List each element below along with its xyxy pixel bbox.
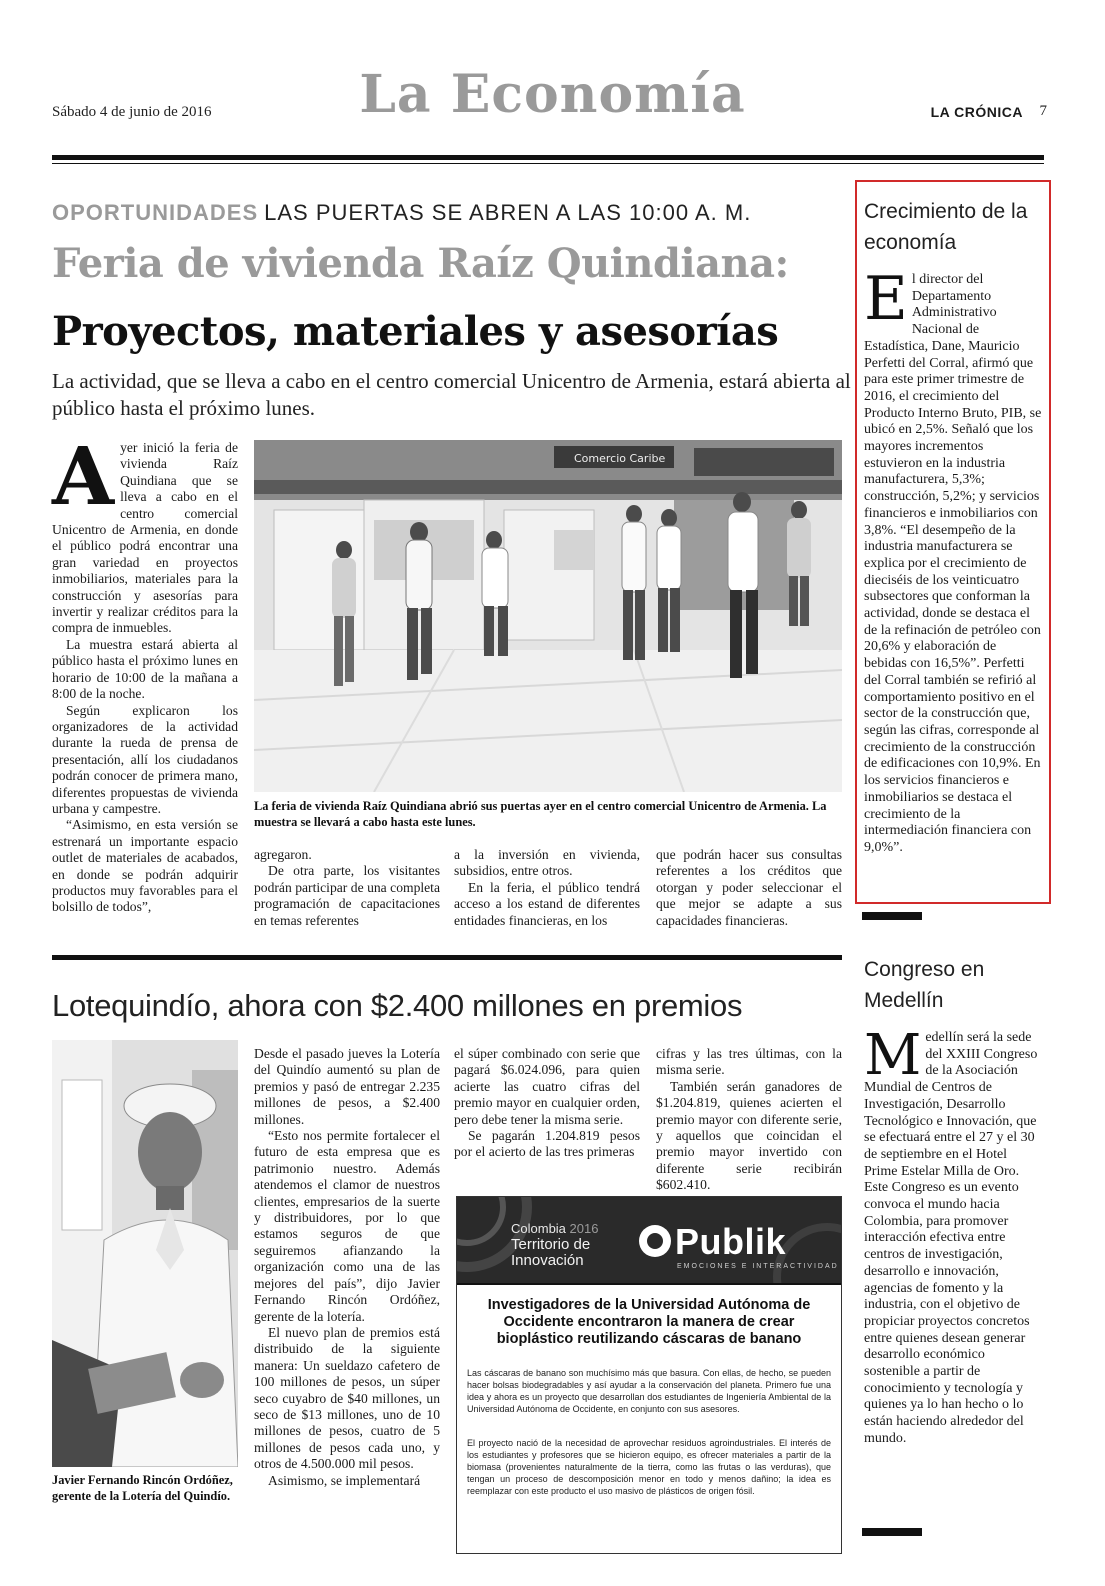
lottery-column-2: [454, 1046, 640, 1161]
story-column-3: [454, 847, 640, 929]
drop-cap: A: [52, 429, 115, 523]
drop-cap: M: [864, 1023, 922, 1088]
store-sign: Comercio Caribe: [574, 452, 666, 465]
paragraph: “Asimismo, en esta versión se estrenará un importante espacio outlet de materiales de acabados, en donde se podrán adquirir productos muy favorables para el bolsillo de todos”,: [52, 817, 238, 915]
issue-date: Sábado 4 de junio de 2016: [52, 104, 212, 120]
paragraph: a la inversión en vivienda, subsidios, entre otros.: [454, 847, 640, 879]
story-column-2: [254, 847, 440, 929]
paragraph: La muestra estará abierta al público hasta el próximo lunes en horario de 10:00 de la mañana a 8:00 de la noche.: [52, 636, 238, 702]
drop-cap: E: [864, 264, 908, 334]
paragraph: cifras y las tres últimas, con la misma serie.: [656, 1046, 842, 1078]
paragraph: yer inició la feria de vivienda Raíz Quindiana que se lleva a cabo en el centro comercial Unicentro de Armenia, en donde el público podrá encontrar una gran variedad en proyectos inmobiliarios, materiales para la construcción y asesorías para invertir y realizar créditos para la compra de inmuebles.: [52, 440, 238, 636]
sidebar-text-economy: [864, 264, 1042, 857]
paragraph: Según explicaron los organizadores de la actividad durante la rueda de prensa de presentación, allí los ciudadanos podrán conocer de primera mano, diferentes propuestas de vivienda urbana y campestre.: [52, 702, 238, 816]
sidebar-rule: [862, 912, 922, 920]
lottery-column-1: [254, 1046, 440, 1489]
paragraph: También serán ganadores de $1.204.819, quienes acierten el premio mayor con diferente serie, y aquellos que coincidan el premio mayor invertido con diferente serie recibirán $602.410.: [656, 1078, 842, 1193]
sidebar-rule: [862, 1528, 922, 1536]
publik-logo: Publik: [675, 1221, 787, 1262]
lottery-column-3: [656, 1046, 842, 1194]
portrait-caption: Javier Fernando Rincón Ordóñez, gerente de la Lotería del Quindío.: [52, 1473, 233, 1503]
paragraph: El nuevo plan de premios está distribuido de la siguiente manera: Un sueldazo cafetero de 100 millones de pesos, un súper seco cuyabro de $40 millones, un seco de $13 millones, uno de 10 millones de pesos, cuatro de 5 millones de pesos cada uno, y otros de 4.500.000 mil pesos.: [254, 1324, 440, 1472]
housing-fair-photo: [254, 440, 842, 792]
story-deck: La actividad, que se lleva a cabo en el centro comercial Unicentro de Armenia, estará abierta al público hasta el próximo lunes.: [52, 369, 851, 420]
story-column-4: [656, 847, 842, 929]
ad-campaign-line-3: Innovación: [511, 1252, 584, 1269]
manager-portrait-photo: [52, 1040, 238, 1467]
paragraph: De otra parte, los visitantes podrán participar de una completa programación de capacitaciones en temas referentes: [254, 863, 440, 928]
kicker-label: OPORTUNIDADES: [52, 200, 259, 225]
newspaper-name: LA CRÓNICA: [930, 104, 1023, 120]
publik-tagline: EMOCIONES E INTERACTIVIDAD: [677, 1263, 839, 1270]
story-column-1: [52, 429, 238, 916]
photo-caption: La feria de vivienda Raíz Quindiana abrió sus puertas ayer en el centro comercial Unicentro de Armenia. La muestra se llevará a cabo hasta este lunes.: [254, 799, 827, 829]
headline-line-1: Feria de vivienda Raíz Quindiana:: [52, 240, 789, 287]
sidebar-text-congress: [864, 1023, 1042, 1448]
ad-campaign-line-2: Territorio de: [511, 1236, 591, 1253]
paragraph: Asimismo, se implementará: [268, 1472, 421, 1488]
paragraph: Desde el pasado jueves la Lotería del Quindío aumentó su plan de premios y pasó de entregar 2.235 millones de pesos, a $2.400 millones.: [254, 1046, 440, 1127]
story-kicker: [52, 200, 751, 226]
kicker-text: LAS PUERTAS SE ABREN A LAS 10:00 A. M.: [264, 200, 752, 225]
paragraph: agregaron.: [254, 847, 312, 862]
paragraph: el súper combinado con serie que pagará $6.024.096, para quien acierte las cuatro cifras del premio mayor en cualquier orden, pero debe tener la misma serie.: [454, 1046, 640, 1127]
paragraph: l director del Departamento Administrativo Nacional de Estadística, Dane, Mauricio Perfetti del Corral, afirmó que para este primer trimestre de 2016, el crecimiento del Producto Interno Bruto, PIB, se ubicó en 2,5%. Señaló que los mayores incrementos estuvieron en la industria manufacturera, 5,3%; construcción, 5,2%; y servicios financieros e inmobiliarios con 3,8%. “El desempeño de la industria manufacturera se explica por el crecimiento de dieciséis de los veinticuatro subsectores que conforman la actividad, donde se destaca el de la refinación de petróleo con 20,6% y elaboración de bebidas con 16,5%”. Perfetti del Corral también se refirió al comportamiento positivo en el sector de la construcción que, según las cifras, corresponde al crecimiento de la construcción de edificaciones con 10,9%. En los servicios financieros e inmobiliarios se destaca el crecimiento de la intermediación financiera con 9,0%”.: [864, 272, 1042, 855]
paragraph: que podrán hacer sus consultas referentes a los créditos que otorgan y poder seleccionar el que mejor se adapte a sus capacidades financieras.: [656, 847, 842, 928]
ad-paragraph: El proyecto nació de la necesidad de aprovechar residuos agroindustriales. El interés de los estudiantes y profesores que se hicieron equipo, es ofrecer materiales a partir de la biomasa (provenientes naturalmente de la tierra, como las frutas o las verduras), que tengan un proceso de descomposición menor en todo y menos dañino; la idea es reemplazar con este producto el uso masivo de plásticos de origen fósil.: [467, 1438, 831, 1496]
headline-line-2: Proyectos, materiales y asesorías: [52, 308, 779, 355]
paragraph: edellín será la sede del XXIII Congreso de la Asociación Mundial de Centros de Investigación, Desarrollo Tecnológico e Innovación, que se efectuará entre el 27 y el 30 de septiembre en el Hotel Prime Estelar Milla de Oro. Este Congreso es un evento convoca el mundo hacia Colombia, para promover interacción efectiva entre centros de investigación, desarrollo e innovación, agencias de fomento y la industria, con el objetivo de propiciar proyectos concretos entre quienes desean generar desarrollo económico sostenible a partir de conocimiento y tecnología y quienes ya lo han hecho o lo están haciendo alrededor del mundo.: [864, 1030, 1038, 1446]
paragraph: “Esto nos permite fortalecer el futuro de esta empresa que es patrimonio nuestro. Además atendemos el clamor de nuestros clientes, empresarios de la suerte y distribuidores, por lo que estamos seguros de que seguiremos afianzando la organización como una de las mejores del país”, dijo Javier Fernando Rincón Ordóñez, gerente de la lotería.: [254, 1128, 440, 1324]
section-title: La Economía: [359, 64, 746, 125]
ad-campaign-line-1: Colombia 2016: [511, 1221, 599, 1236]
header-rule-thick: [52, 155, 1044, 160]
page-number: 7: [1039, 103, 1047, 119]
publik-advertisement: [456, 1196, 842, 1554]
header-rule-thin: [52, 163, 1044, 164]
paragraph: En la feria, el público tendrá acceso a los estand de diferentes entidades financieras, en los: [454, 879, 640, 928]
sidebar-title-economy: Crecimiento de la economía: [864, 200, 1028, 254]
sidebar-title-congress: Congreso en Medellín: [864, 958, 985, 1012]
ad-divider: [457, 1283, 841, 1285]
paragraph: Se pagarán 1.204.819 pesos por el acierto de las tres primeras: [454, 1128, 640, 1160]
section-divider: [52, 955, 842, 960]
ad-banner: [457, 1197, 841, 1283]
ad-campaign-year: 2016: [569, 1221, 599, 1236]
ad-headline: Investigadores de la Universidad Autónoma de Occidente encontraron la manera de crear bioplástico reutilizando cáscaras de banano: [487, 1297, 811, 1347]
lottery-headline: Lotequindío, ahora con $2.400 millones en premios: [52, 988, 743, 1023]
ad-paragraph: Las cáscaras de banano son muchísimo más que basura. Con ellas, de hecho, se pueden hacer bolsas biodegradables y así ayudar a la conservación del planeta. Primero fue una idea y ahora es un proyecto que desarrollan dos estudiantes de Ingeniería Ambiental de la Universidad Autónoma de Occidente, en conjunto con sus asesores.: [467, 1368, 831, 1414]
